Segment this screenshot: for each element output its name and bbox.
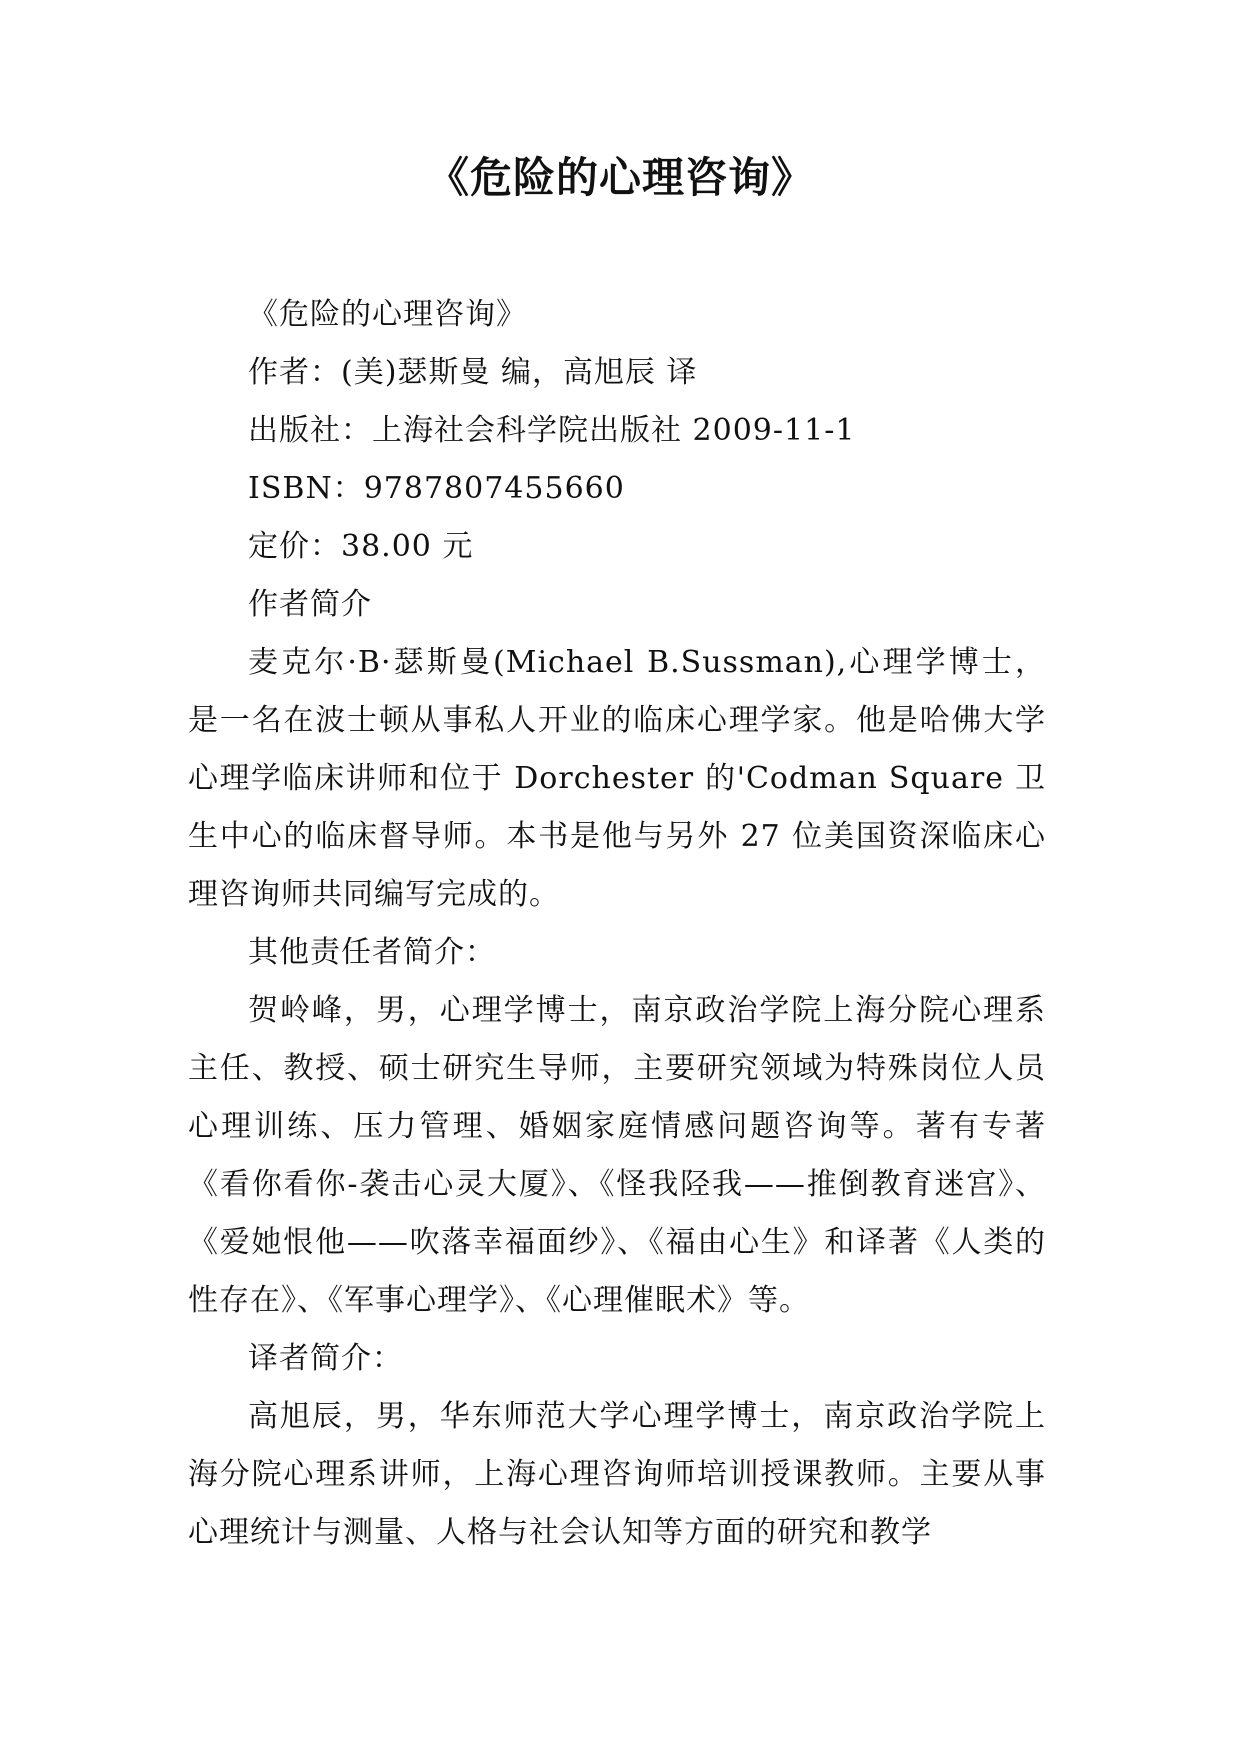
document-body [188, 286, 1046, 1562]
author-intro-paragraph: 麦克尔·B·瑟斯曼(Michael B.Sussman),心理学博士，是一名在波士顿从事私人开业的临床心理学家。他是哈佛大学心理学临床讲师和位于 Dorchester 的'Codman Square 卫生中心的临床督导师。本书是他与另外 27 位美国资深临床心理咨询师共同编写完成的。 [188, 645, 1046, 912]
isbn-line: ISBN：9787807455660 [248, 471, 625, 506]
other-contributors-heading: 其他责任者简介： [248, 935, 496, 970]
price-line: 定价：38.00 元 [248, 529, 474, 564]
translator-intro-paragraph: 高旭辰，男，华东师范大学心理学博士，南京政治学院上海分院心理系讲师，上海心理咨询师培训授课教师。主要从事心理统计与测量、人格与社会认知等方面的研究和教学 [188, 1399, 1046, 1550]
author-line: 作者：(美)瑟斯曼 编，高旭辰 译 [248, 355, 698, 390]
page-title: 《危险的心理咨询》 [426, 153, 814, 202]
author-intro-heading: 作者简介 [248, 587, 372, 622]
translator-intro-heading: 译者简介： [248, 1341, 403, 1376]
other-contributors-paragraph: 贺岭峰，男，心理学博士，南京政治学院上海分院心理系主任、教授、硕士研究生导师，主要研究领域为特殊岗位人员心理训练、压力管理、婚姻家庭情感问题咨询等。著有专著《看你看你-袭击心灵大厦》、《怪我陉我——推倒教育迷宫》、《爱她恨他——吹落幸福面纱》、《福由心生》和译著《人类的性存在》、《军事心理学》、《心理催眠术》等。 [188, 993, 1046, 1318]
book-title-line: 《危险的心理咨询》 [248, 297, 527, 332]
publisher-line: 出版社：上海社会科学院出版社 2009-11-1 [248, 413, 856, 448]
